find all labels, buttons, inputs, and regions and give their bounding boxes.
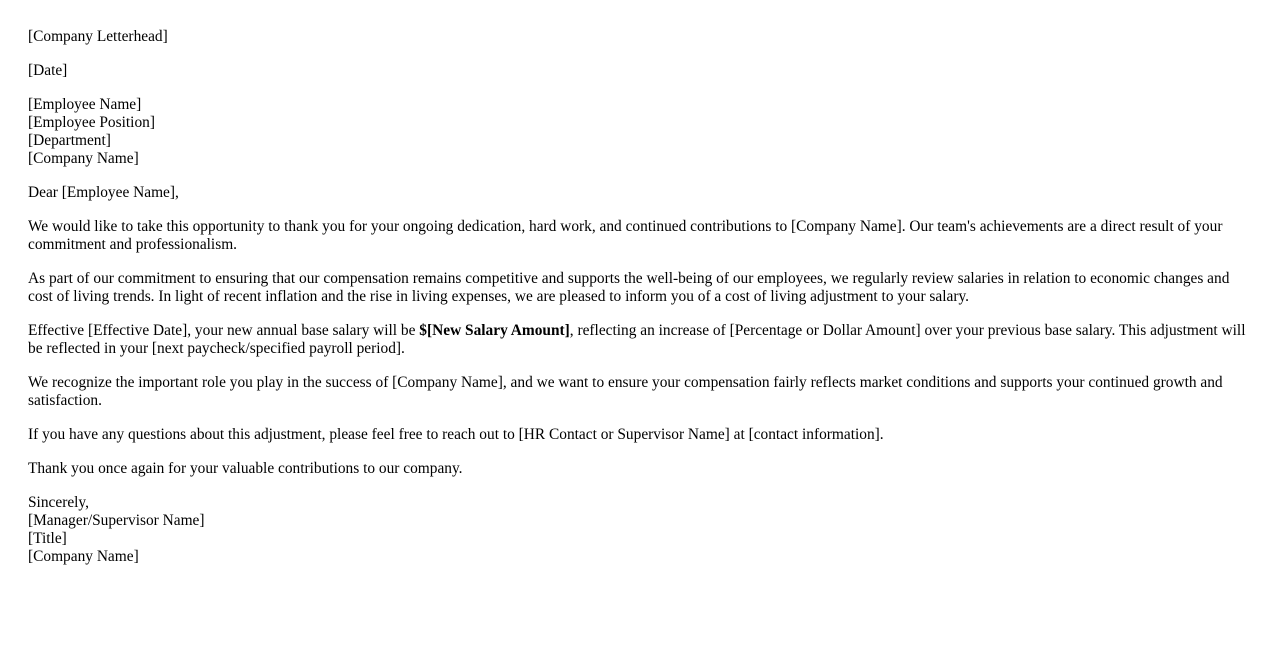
- paragraph-recognition: We recognize the important role you play in the success of [Company Name], and we want to ensure your compensation fairly reflects market conditions and supports your continued growth and satisfaction.: [28, 374, 1223, 409]
- recipient-address: [28, 96, 1254, 168]
- signature-block: [28, 494, 1254, 566]
- paragraph-questions: If you have any questions about this adjustment, please feel free to reach out to [HR Contact or Supervisor Name] at [contact information].: [28, 426, 884, 443]
- new-salary-amount: $[New Salary Amount]: [419, 322, 570, 339]
- company-letterhead: [Company Letterhead]: [28, 28, 168, 45]
- salutation: Dear [Employee Name],: [28, 184, 179, 201]
- letter-body: [28, 28, 1254, 582]
- signer-name: [Manager/Supervisor Name]: [28, 512, 205, 529]
- recipient-department: [Department]: [28, 132, 111, 149]
- recipient-name: [Employee Name]: [28, 96, 142, 113]
- signer-title: [Title]: [28, 530, 67, 547]
- letterhead-block: [28, 28, 1254, 46]
- salary-text-after: , reflecting an increase of [Percentage or Dollar Amount] over your previous base salary. This adjustment will be reflected in your [next paycheck/specified payroll period].: [28, 322, 1246, 357]
- paragraph-thank-you: Thank you once again for your valuable contributions to our company.: [28, 460, 463, 477]
- signer-company: [Company Name]: [28, 548, 139, 565]
- salutation-block: [28, 184, 1254, 202]
- letter-date: [Date]: [28, 62, 68, 79]
- date-block: [28, 62, 1254, 80]
- paragraph-thanks: We would like to take this opportunity to thank you for your ongoing dedication, hard work, and continued contributions to [Company Name]. Our team's achievements are a direct result of your commitment and professionalism.: [28, 218, 1223, 253]
- paragraph-salary-adjustment: [28, 322, 1254, 358]
- recipient-position: [Employee Position]: [28, 114, 155, 131]
- salary-text-before: Effective [Effective Date], your new annual base salary will be: [28, 322, 420, 339]
- valediction: Sincerely,: [28, 494, 89, 511]
- paragraph-compensation-review: As part of our commitment to ensuring that our compensation remains competitive and supports the well-being of our employees, we regularly review salaries in relation to economic changes and cost of living trends. In light of recent inflation and the rise in living expenses, we are pleased to inform you of a cost of living adjustment to your salary.: [28, 270, 1230, 305]
- recipient-company: [Company Name]: [28, 150, 139, 167]
